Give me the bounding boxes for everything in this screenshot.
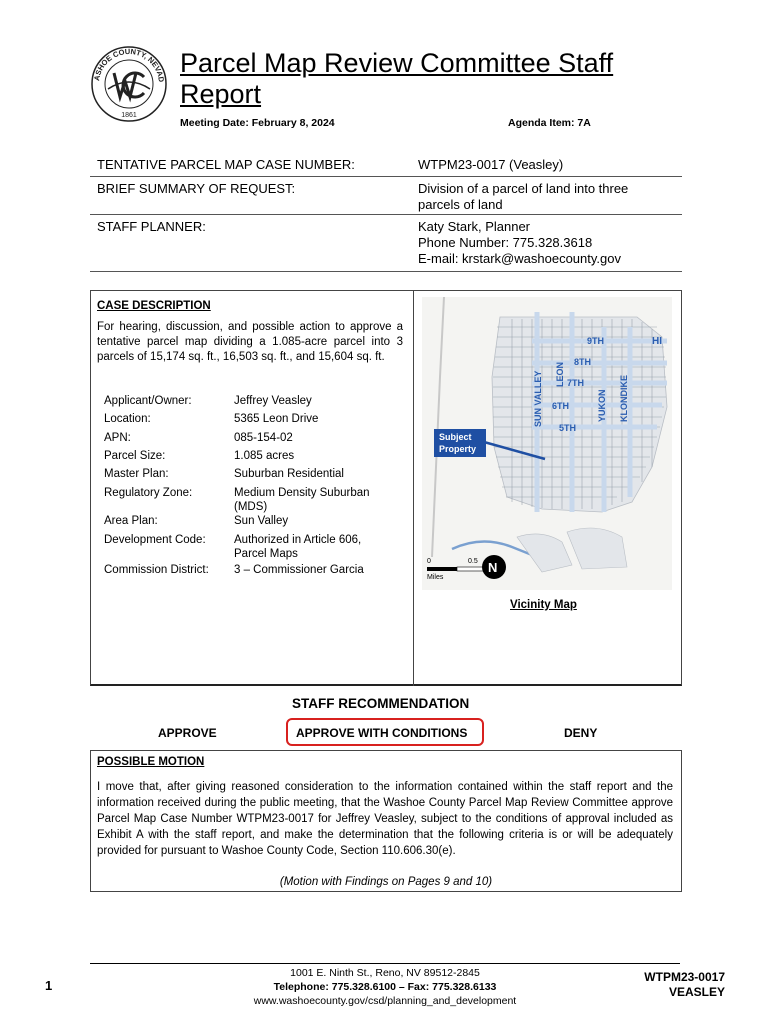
- case-number-label: TENTATIVE PARCEL MAP CASE NUMBER:: [97, 157, 355, 172]
- detail-label: Applicant/Owner:: [104, 395, 192, 407]
- page-title: Parcel Map Review Committee Staff Report: [180, 48, 614, 109]
- detail-value: Suburban Residential: [234, 468, 344, 480]
- detail-value-line: Parcel Maps: [234, 548, 298, 560]
- detail-label: Development Code:: [104, 534, 206, 546]
- detail-value: [234, 486, 404, 514]
- detail-value: Jeffrey Veasley: [234, 395, 312, 407]
- row-divider: [90, 214, 682, 215]
- staff-recommendation-heading: STAFF RECOMMENDATION: [292, 696, 470, 711]
- planner-phone: Phone Number: 775.328.3618: [418, 235, 593, 250]
- footer-case-name: VEASLEY: [668, 985, 725, 999]
- case-number-value: WTPM23-0017 (Veasley): [418, 157, 564, 172]
- motion-note: (Motion with Findings on Pages 9 and 10): [279, 876, 493, 888]
- row-divider: [90, 271, 682, 272]
- detail-label: Master Plan:: [104, 468, 169, 480]
- seal-year: 1861: [121, 112, 137, 119]
- option-approve: APPROVE: [158, 726, 217, 740]
- agenda-item: Agenda Item: 7A: [508, 117, 591, 129]
- planner-label: STAFF PLANNER:: [97, 219, 206, 234]
- north-arrow-icon: N: [488, 560, 498, 575]
- detail-value: 3 – Commissioner Garcia: [234, 564, 364, 576]
- subject-label-2: Property: [439, 444, 477, 454]
- summary-line: Division of a parcel of land into three: [418, 181, 629, 196]
- detail-label: Regulatory Zone:: [104, 487, 193, 499]
- detail-value-line: Authorized in Article 606,: [234, 534, 362, 546]
- footer-case-number: WTPM23-0017: [644, 970, 725, 984]
- vicinity-map: [422, 297, 672, 590]
- street-yukon: YUKON: [597, 389, 607, 422]
- page-number: 1: [45, 978, 53, 993]
- street-klondike: KLONDIKE: [619, 375, 629, 422]
- detail-value: Sun Valley: [234, 515, 289, 527]
- detail-label: Location:: [104, 413, 151, 425]
- case-description-heading: CASE DESCRIPTION: [97, 300, 211, 312]
- street-leon: LEON: [555, 361, 565, 387]
- option-approve-with-conditions: APPROVE WITH CONDITIONS: [296, 726, 468, 740]
- seal-top-text: ASHOE COUNTY, NEVAD: [92, 46, 167, 83]
- meeting-date: Meeting Date: February 8, 2024: [180, 117, 335, 129]
- detail-label: APN:: [104, 432, 131, 444]
- summary-label: BRIEF SUMMARY OF REQUEST:: [97, 181, 296, 196]
- footer-address: 1001 E. Ninth St., Reno, NV 89512-2845: [290, 967, 480, 979]
- footer-contact: [230, 966, 540, 1008]
- scale-unit: Miles: [427, 574, 444, 581]
- detail-value: 5365 Leon Drive: [234, 413, 319, 425]
- planner-name: Katy Stark, Planner: [418, 219, 530, 234]
- summary-line: parcels of land: [418, 197, 503, 212]
- possible-motion-text: I move that, after giving reasoned consideration to the information contained within the staff report and the information received during the public meeting, that the Washoe County Parcel Map Review Committee approve Parcel Map Case Number WTPM23-0017 for Jeffrey Veasley, subject to the conditions of approval included as Exhibit A with the staff report, and make the determination that the following criteria is or will be adequately provided for pursuant to Washoe County Code, Section 110.606.30(e).: [97, 781, 673, 857]
- street-sun-valley: SUN VALLEY: [533, 370, 543, 427]
- footer-phone: Telephone: 775.328.6100 – Fax: 775.328.6133: [273, 981, 497, 993]
- detail-value: 1.085 acres: [234, 450, 295, 462]
- scale-zero: 0: [427, 558, 431, 565]
- street-9th: 9TH: [587, 336, 605, 346]
- street-hi: HI: [652, 336, 662, 347]
- detail-value: 085-154-02: [234, 432, 293, 444]
- row-divider: [90, 176, 682, 177]
- footer-divider: [90, 963, 680, 964]
- case-description-text: For hearing, discussion, and possible action to approve a tentative parcel map dividing a 1.085-acre parcel into 3 parcels of 15,174 sq. ft., 16,503 sq. ft., and 15,604 sq. ft.: [97, 321, 403, 363]
- detail-value-line: Medium Density Suburban: [234, 487, 370, 499]
- possible-motion-heading: POSSIBLE MOTION: [97, 756, 205, 768]
- svg-text:WASHOE COUNTY, NEVADA: [90, 45, 166, 83]
- planner-email[interactable]: E-mail: krstark@washoecounty.gov: [418, 251, 621, 266]
- street-8th: 8TH: [574, 357, 592, 367]
- footer-case-id: [600, 970, 725, 1000]
- scale-half: 0.5: [468, 558, 478, 565]
- detail-value-line: (MDS): [234, 501, 268, 513]
- detail-label: Area Plan:: [104, 515, 158, 527]
- detail-value: [234, 533, 404, 561]
- detail-label: Commission District:: [104, 564, 209, 576]
- planner-value: [418, 219, 678, 267]
- subject-label-1: Subject: [439, 432, 472, 442]
- county-seal: [90, 45, 168, 123]
- footer-web-link[interactable]: www.washoecounty.gov/csd/planning_and_development: [253, 995, 517, 1007]
- case-divider: [413, 290, 414, 686]
- vicinity-map-caption: Vicinity Map: [510, 599, 577, 611]
- street-7th: 7TH: [567, 378, 585, 388]
- option-deny: DENY: [564, 726, 598, 740]
- street-5th: 5TH: [559, 423, 577, 433]
- street-6th: 6TH: [552, 401, 570, 411]
- summary-value: [418, 181, 678, 213]
- detail-label: Parcel Size:: [104, 450, 166, 462]
